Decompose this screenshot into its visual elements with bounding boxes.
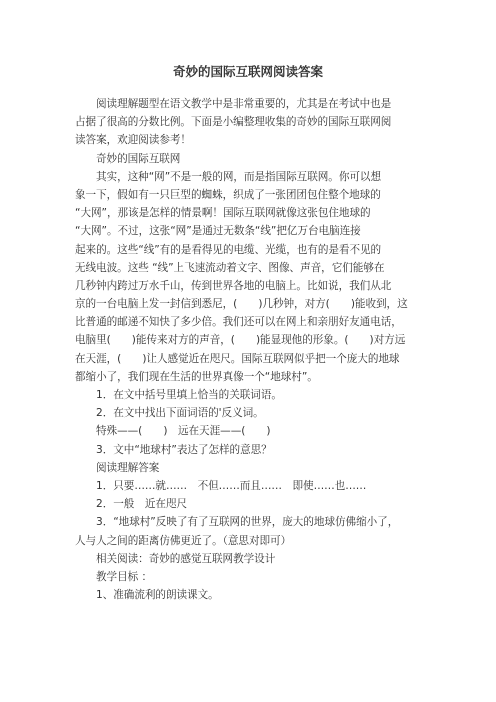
text-line: 人与人之间的距离仿佛更近了。（意思对即可） [75, 534, 292, 547]
document-title: 奇妙的国际互联网阅读答案 [172, 64, 323, 79]
text-line: 3．“地球村”反映了有了互联网的世界，庞大的地球仿佛缩小了， [96, 516, 399, 529]
text-line: 占据了很高的分数比例。下面是小编整理收集的奇妙的国际互联网阅 [75, 116, 392, 129]
text-line: 无线电波。这些 “线”上飞速流动着文字、图像、声音，它们能够在 [75, 261, 385, 274]
text-line: 读答案，欢迎阅读参考！ [75, 134, 191, 147]
text-line: 3．文中“地球村”表达了怎样的意思？ [96, 443, 272, 456]
text-line: 在天涯，( )让人感觉近在咫尺。国际互联网似乎把一个庞大的地球 [75, 352, 400, 365]
text-line: 阅读理解答案 [96, 461, 160, 474]
text-line: 2．在文中找出下面词语的'反义词。 [96, 407, 264, 420]
text-line: 1．只要……就…… 不但……而且…… 即使……也…… [96, 479, 367, 492]
text-line: 奇妙的国际互联网 [96, 152, 181, 165]
text-line: 阅读理解题型在语文教学中是非常重要的，尤其是在考试中也是 [96, 98, 392, 110]
text-line: 其实，这种“网”不是一般的网，而是指国际互联网。你可以想 [96, 170, 382, 183]
text-line: 2．一般 近在咫尺 [96, 498, 188, 511]
text-line: 象一下，假如有一只巨型的蜘蛛，织成了一张团团包住整个地球的 [75, 188, 381, 201]
text-line: 几秒钟内跨过万水千山，传到世界各地的电脑上。比如说，我们从北 [75, 279, 392, 292]
text-line: 1、准确流利的朗读课文。 [96, 589, 219, 602]
text-line: 电脑里( )能传来对方的声音，( )能显现他的形象。( )对方远 [75, 334, 406, 347]
text-line: “大网”，那该是怎样的情景啊！国际互联网就像这张包住地球的 [75, 207, 371, 220]
text-line: 1．在文中括号里填上恰当的关联词语。 [96, 389, 282, 401]
text-line: 比普通的邮递不知快了多少倍。我们还可以在网上和亲朋好友通电话， [75, 316, 402, 329]
text-line: 教学目标 ： [96, 570, 153, 583]
text-line: 特殊——( ) 远在天涯——( ) [96, 425, 271, 438]
text-line: 相关阅读：奇妙的感觉互联网教学设计 [96, 552, 276, 565]
text-line: 起来的。这些“线”有的是看得见的电缆、光缆，也有的是看不见的 [75, 243, 382, 256]
text-line: 京的一台电脑上发一封信到悉尼，( )几秒钟，对方( )能收到，这 [75, 298, 408, 311]
document-body [75, 95, 420, 604]
text-line: 都缩小了，我们现在生活的世界真像一个“地球村”。 [75, 370, 318, 383]
text-line: “大网”。不过，这张“网”是通过无数条“线”把亿万台电脑连接 [75, 225, 361, 238]
